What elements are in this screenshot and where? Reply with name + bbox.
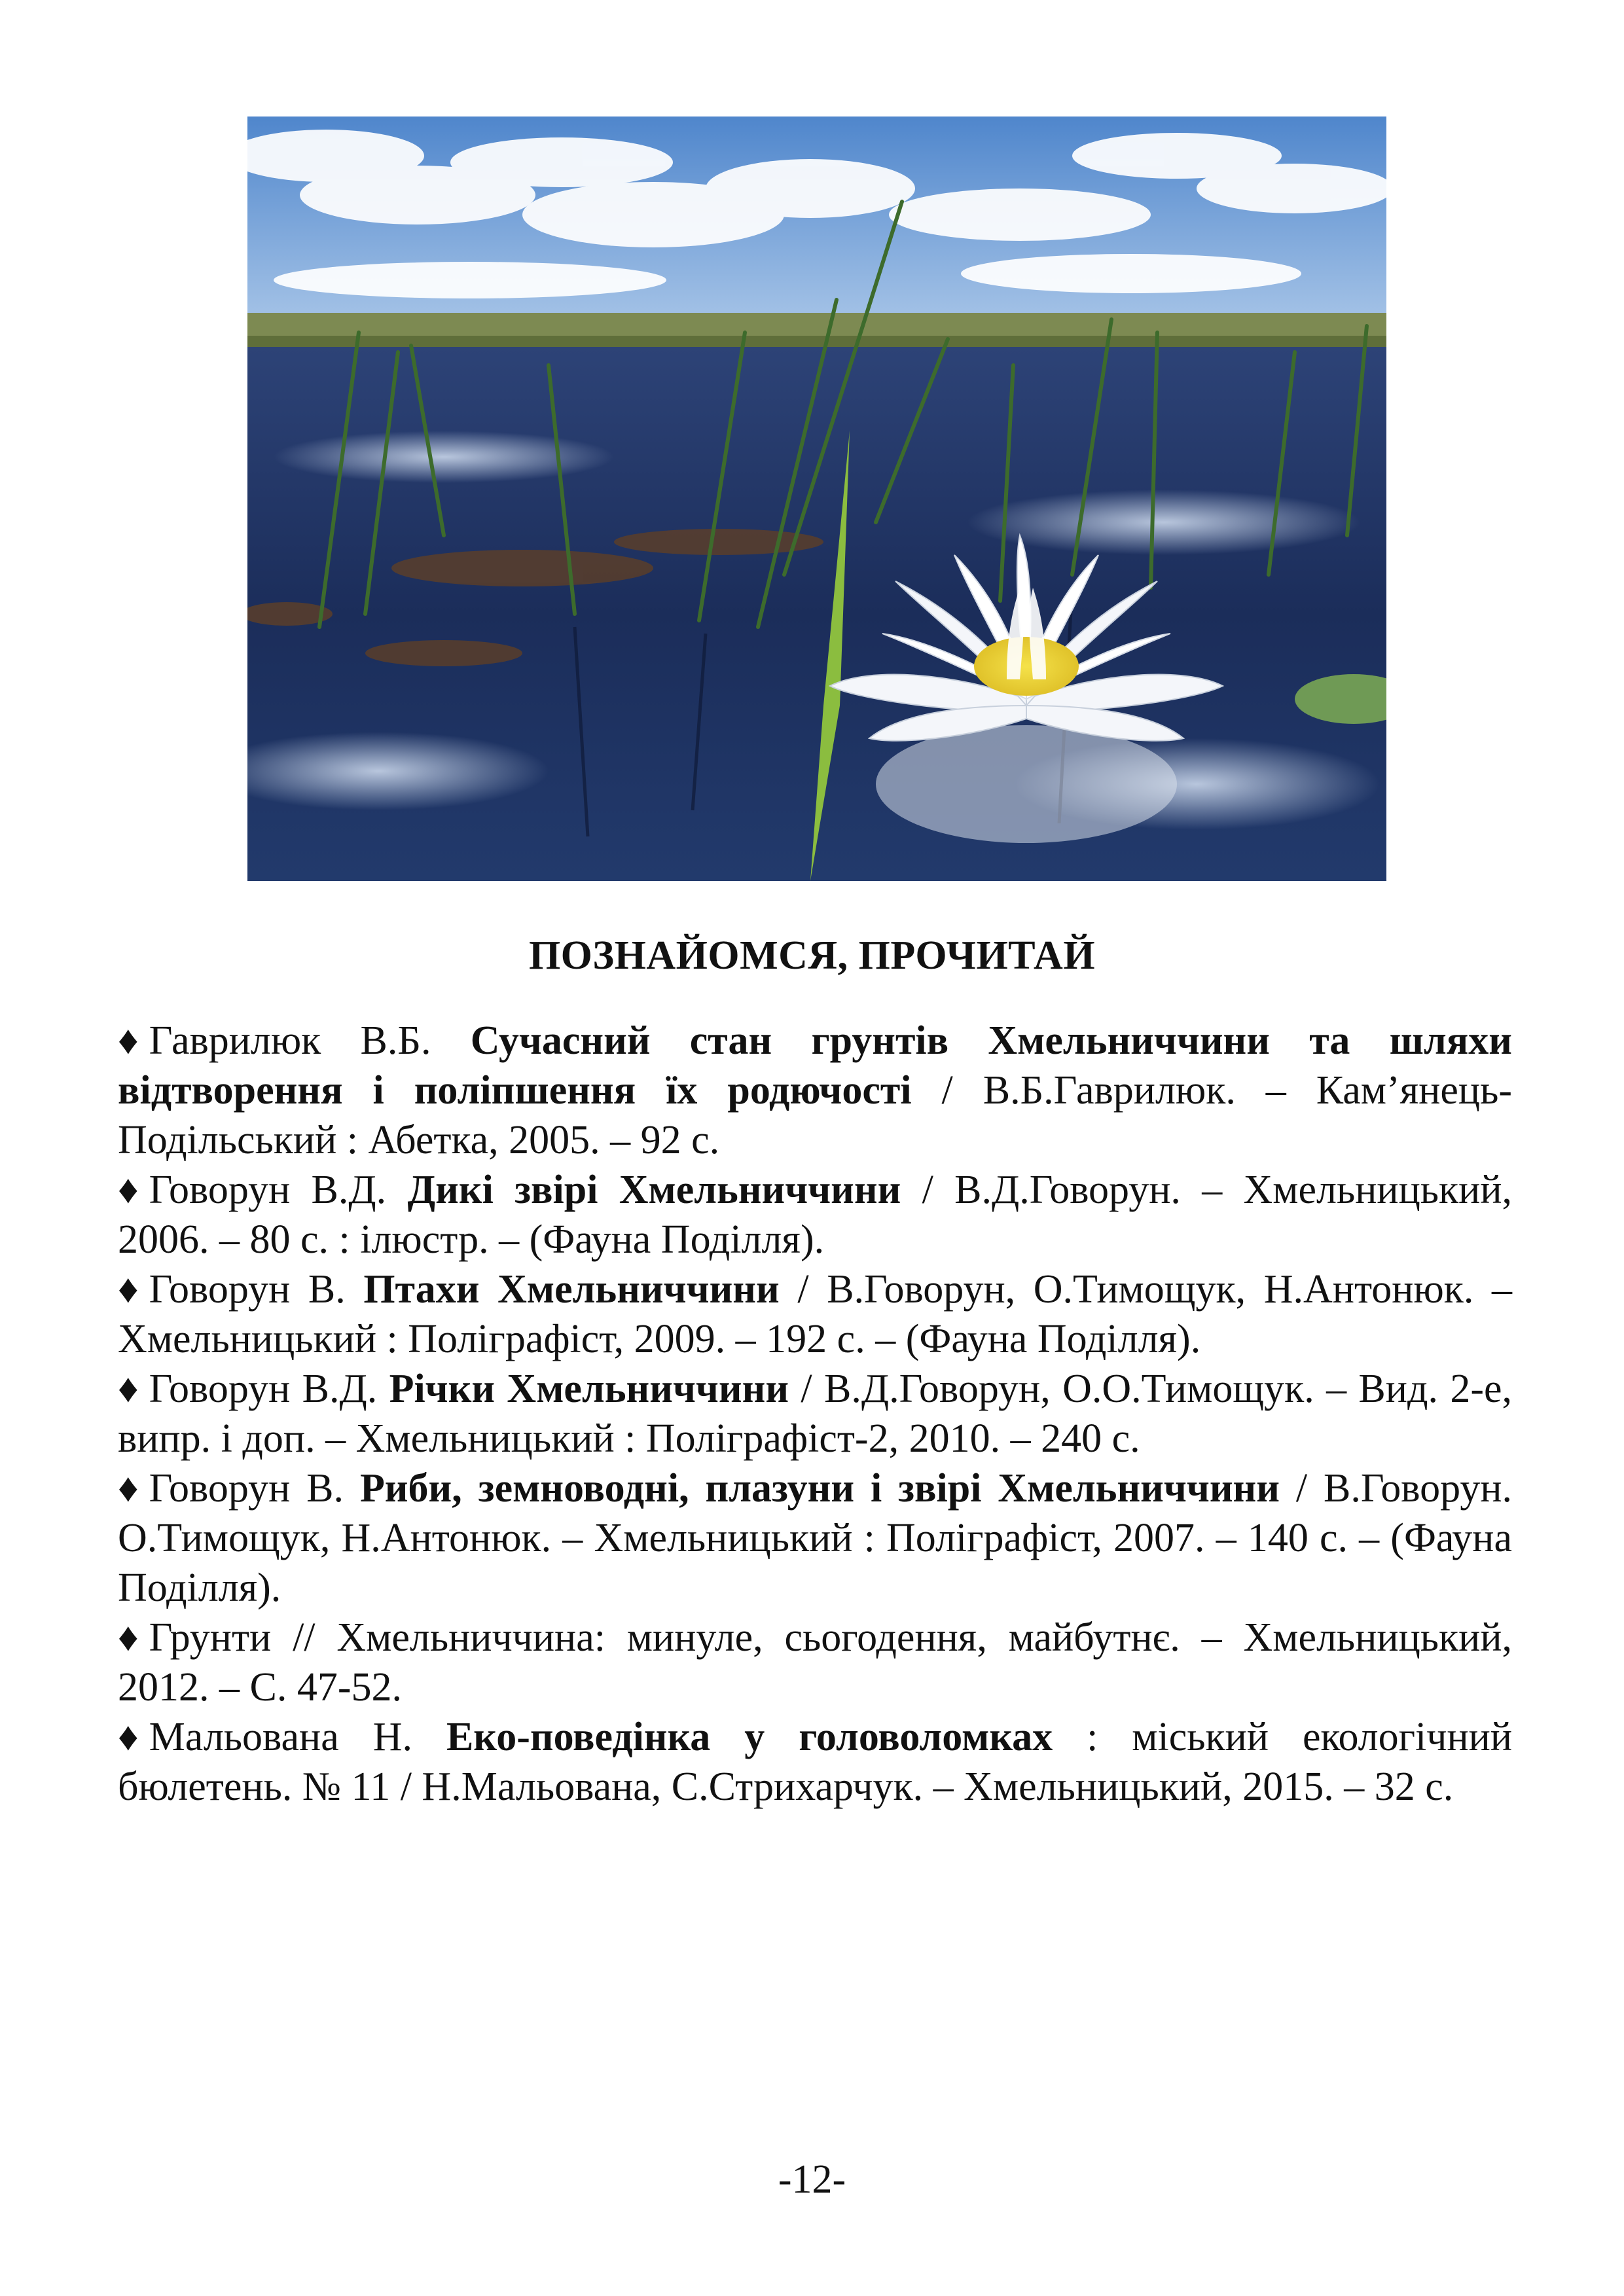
bibliography-entry (118, 1364, 1512, 1463)
bibliography-entry (118, 1613, 1512, 1712)
entry-details: / В.Б.Гаврилюк. – Кам’янець-Подільський : Абетка, 2005. – 92 с. (118, 1068, 1512, 1162)
diamond-bullet-icon: ♦ (118, 1168, 139, 1212)
entry-details: / В.Говорун. О.Тимощук, Н.Антонюк. – Хмельницький : Поліграфіст, 2007. – 140 с. – (Фауна Поділля). (118, 1466, 1513, 1610)
diamond-bullet-icon: ♦ (118, 1367, 139, 1411)
entry-details: // Хмельниччина: минуле, сьогодення, майбутнє. – Хмельницький, 2012. – С. 47-52. (118, 1615, 1513, 1710)
entry-details: / В.Д.Говорун. – Хмельницький, 2006. – 80 с. : ілюстр. – (Фауна Поділля). (118, 1168, 1513, 1262)
entry-details: / В.Говорун, О.Тимощук, Н.Антонюк. – Хмельницький : Поліграфіст, 2009. – 192 с. – (Фауна Поділля). (118, 1267, 1512, 1361)
entry-author: Говорун В. (149, 1466, 344, 1511)
entry-title: Річки Хмельниччини (389, 1367, 789, 1411)
entry-details: / В.Д.Говорун, О.О.Тимощук. – Вид. 2-е, випр. і доп. – Хмельницький : Поліграфіст-2, 2010. – 240 с. (118, 1367, 1512, 1461)
entry-author: Мальована Н. (149, 1715, 412, 1759)
diamond-bullet-icon: ♦ (118, 1615, 139, 1660)
bibliography-entry (118, 1712, 1512, 1812)
entry-author: Грунти (149, 1615, 272, 1660)
diamond-bullet-icon: ♦ (118, 1267, 139, 1312)
entry-author: Говорун В.Д. (149, 1168, 387, 1212)
page-number: -12- (778, 2157, 846, 2202)
bibliography-entry (118, 1463, 1512, 1613)
entry-details: : міський екологічний бюлетень. № 11 / Н.Мальована, С.Стрихарчук. – Хмельницький, 2015. – 32 с. (118, 1715, 1512, 1809)
diamond-bullet-icon: ♦ (118, 1018, 139, 1063)
lake-water-lily-photo (247, 117, 1386, 881)
entry-title: Еко-поведінка у головоломках (446, 1715, 1053, 1759)
bibliography-entry (118, 1016, 1512, 1165)
entry-title: Риби, земноводні, плазуни і звірі Хмельниччини (359, 1466, 1280, 1511)
diamond-bullet-icon: ♦ (118, 1715, 139, 1759)
entry-title: Дикі звірі Хмельниччини (407, 1168, 901, 1212)
entry-title: Сучасний стан грунтів Хмельниччини та шляхи відтворення і поліпшення їх родючості (118, 1018, 1513, 1113)
diamond-bullet-icon: ♦ (118, 1466, 139, 1511)
entry-author: Гаврилюк В.Б. (149, 1018, 431, 1063)
entry-author: Говорун В.Д. (149, 1367, 378, 1411)
entry-title: Птахи Хмельниччини (363, 1267, 780, 1312)
bibliography-entry (118, 1265, 1512, 1364)
bibliography-entry (118, 1165, 1512, 1265)
section-heading: ПОЗНАЙОМСЯ, ПРОЧИТАЙ (528, 933, 1096, 978)
entry-author: Говорун В. (149, 1267, 346, 1312)
bibliography-list (118, 1016, 1512, 1812)
